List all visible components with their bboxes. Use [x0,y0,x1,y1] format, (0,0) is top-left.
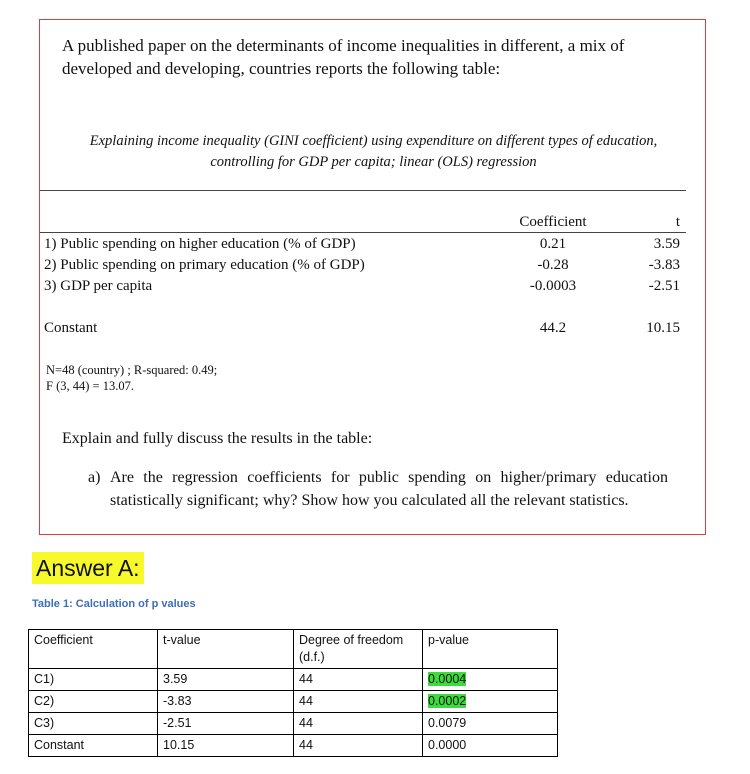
explain-prompt: Explain and fully discuss the results in the table: [62,430,373,447]
cell-coefficient: C3) [29,713,158,735]
table-row [29,713,558,735]
cell-p-value [423,691,558,713]
cell-p-value: 0.0079 [423,713,558,735]
row-t: 10.15 [646,320,680,336]
table-row [29,669,558,691]
row-coef: 0.21 [539,236,567,252]
t-header: t [675,214,680,230]
caption-line-1: Explaining income inequality (GINI coefficient) using expenditure on different types of education, [89,133,658,149]
caption-line-2: controlling for GDP per capita; linear (OLS) regression [210,154,537,170]
intro-text: A published paper on the determinants of income inequalities in different, a mix of developed and developing, countries reports the following table: [62,36,625,78]
table-row [40,234,707,254]
row-coef: 44.2 [539,320,567,336]
answer-heading: Answer A: [32,552,144,584]
table-header-row [29,630,558,669]
pvalue-table-caption: Table 1: Calculation of p values [32,598,196,610]
cell-coefficient: C1) [29,669,158,691]
header-rule [40,232,686,233]
row-label: 1) Public spending on higher education (% of GDP) [44,236,356,252]
row-t: -2.51 [648,278,680,294]
table-row [40,276,707,296]
cell-t-value: -2.51 [158,713,294,735]
header-t-value: t-value [158,630,294,669]
header-dof: Degree of freedom (d.f.) [294,630,423,669]
pvalue-table [28,629,558,757]
cell-coefficient: C2) [29,691,158,713]
row-label: 3) GDP per capita [44,278,153,294]
table-notes [46,362,217,394]
cell-coefficient: Constant [29,735,158,757]
header-p-value: p-value [423,630,558,669]
cell-t-value: 10.15 [158,735,294,757]
row-t: -3.83 [648,257,680,273]
question-a [88,466,668,512]
cell-dof: 44 [294,713,423,735]
p-value-highlight: 0.0002 [428,694,467,708]
notes-line-1: N=48 (country) ; R-squared: 0.49; [46,363,218,377]
header-coefficient: Coefficient [29,630,158,669]
row-t: 3.59 [653,236,680,252]
p-value-highlight: 0.0004 [428,672,467,686]
table-row [29,691,558,713]
table-row [40,318,707,338]
row-coef: -0.0003 [529,278,577,294]
question-box [39,19,706,535]
cell-t-value: -3.83 [158,691,294,713]
cell-p-value: 0.0000 [423,735,558,757]
table-row [29,735,558,757]
cell-p-value [423,669,558,691]
cell-dof: 44 [294,735,423,757]
question-a-label: a) [88,469,101,486]
table-caption-italic [40,131,707,173]
top-rule [40,190,686,191]
question-a-text: Are the regression coefficients for public spending on higher/primary education statistically significant; why? Show how you calculated all the relevant statistics. [110,469,668,509]
cell-t-value: 3.59 [158,669,294,691]
table-row [40,255,707,275]
row-coef: -0.28 [537,257,569,273]
cell-dof: 44 [294,669,423,691]
row-label: Constant [44,320,98,336]
coef-header: Coefficient [519,214,587,230]
row-label: 2) Public spending on primary education (% of GDP) [44,257,365,273]
notes-line-2: F (3, 44) = 13.07. [46,379,134,393]
cell-dof: 44 [294,691,423,713]
